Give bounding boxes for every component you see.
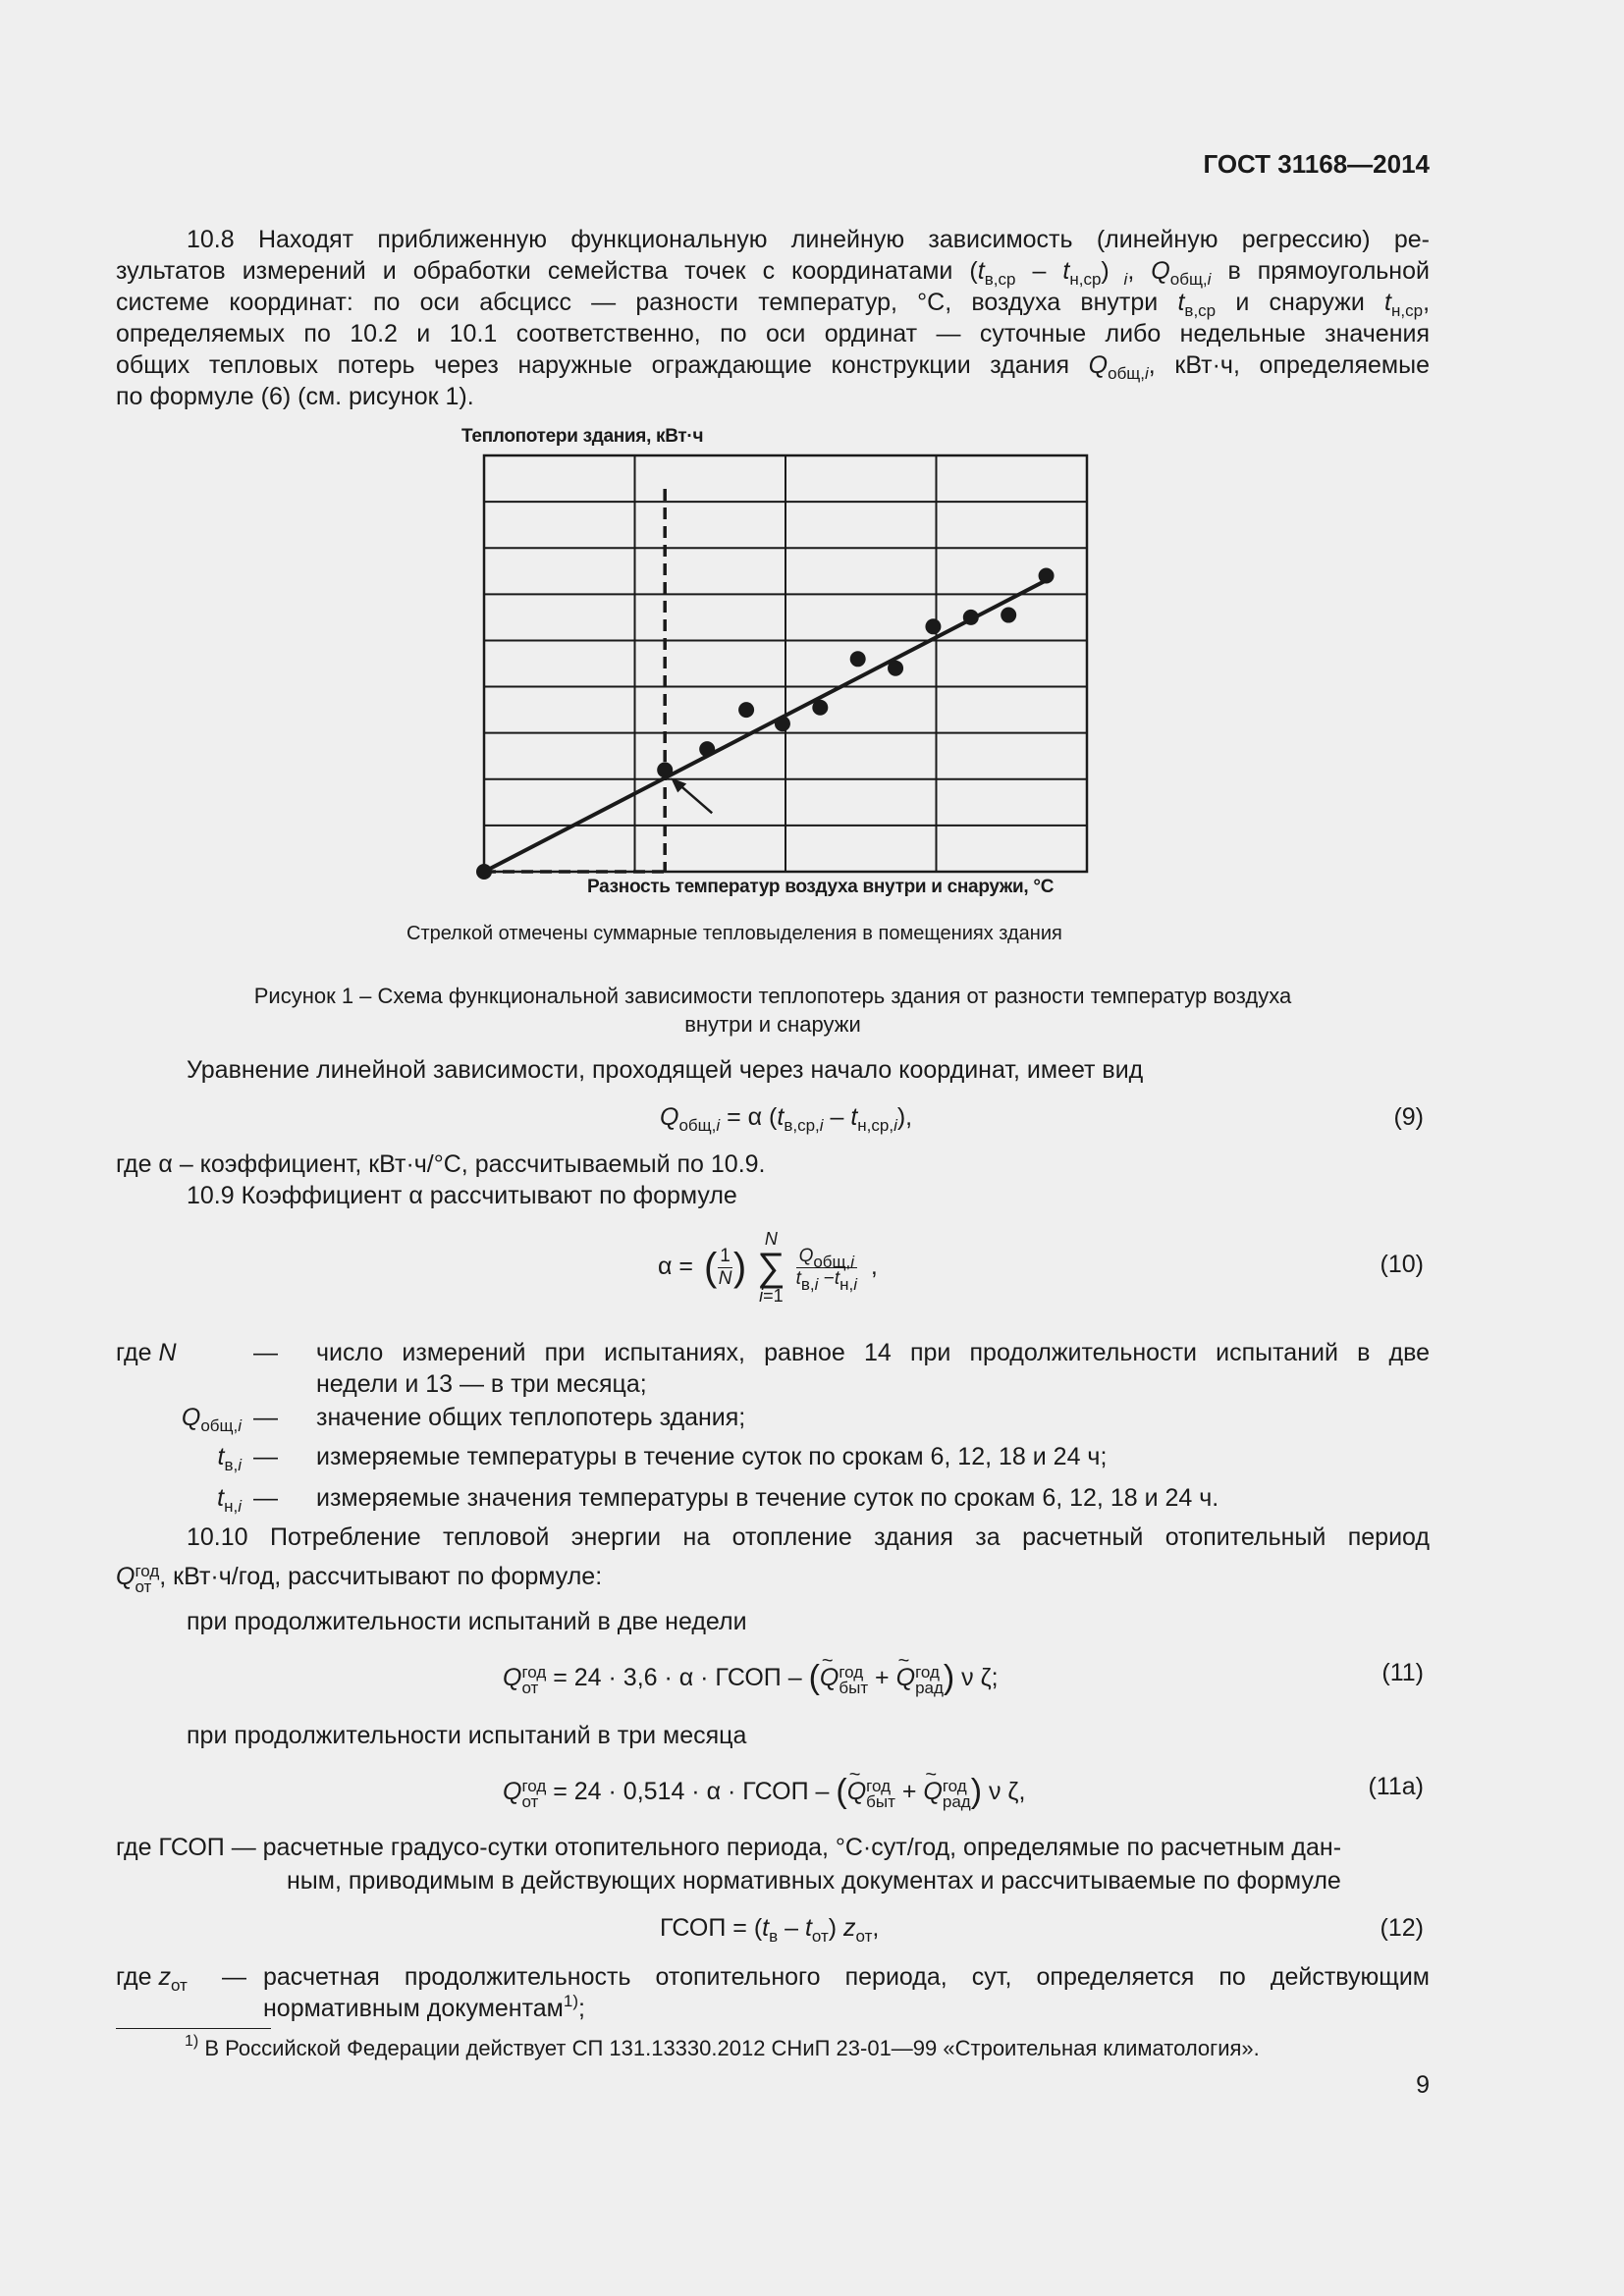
data-point: [812, 700, 828, 716]
regression-line: [484, 580, 1047, 872]
regression-chart: [471, 447, 1100, 898]
def-term-N: где N: [116, 1339, 177, 1366]
figure-note: Стрелкой отмечены суммарные тепловыделения в помещениях здания: [406, 923, 1062, 944]
standard-header: ГОСТ 31168—2014: [1203, 149, 1430, 179]
para-line: по формуле (6) (см. рисунок 1).: [116, 383, 474, 410]
equation-11: Qгод от = 24 · 3,6 · α · ГСОП – (~ Qгод быт + ~ Qгод рад) ν ζ;: [503, 1659, 999, 1697]
para-line: зультатов измерений и обработки семейства точек с координатами $(t_{в,ср} - t_{н,ср})$ $_i$, $Q_{общ,i}$ в прямоугольной: [116, 257, 1430, 289]
eq9-after: где α – коэффициент, кВт·ч/°С, рассчитываемый по 10.9.: [116, 1150, 766, 1178]
footnote-rule: [116, 2028, 271, 2029]
def-dash: —: [222, 1963, 246, 1991]
data-point: [963, 610, 979, 625]
origin-point: [476, 864, 492, 880]
eq12-number: (12): [1380, 1914, 1424, 1942]
def-desc: число измерений при испытаниях, равное 14 при продолжительности испытаний в две недели и 13 — в три месяца;: [316, 1339, 1430, 1398]
def-dash: —: [253, 1484, 278, 1512]
gsop-def-l2: ным, приводимым в действующих нормативных документах и рассчитываемые по формуле: [287, 1867, 1341, 1895]
equation-11a: Qгод от = 24 · 0,514 · α · ГСОП – (~ Qгод быт + ~ Qгод рад) ν ζ,: [503, 1773, 1025, 1811]
data-point: [738, 702, 754, 718]
data-point: [657, 762, 673, 777]
def-term-tn: $t_{н,i}$: [217, 1484, 242, 1516]
def-desc: значение общих теплопотерь здания;: [316, 1404, 746, 1431]
eq9-number: (9): [1393, 1103, 1424, 1131]
chart-grid: [484, 455, 1087, 872]
case1-text: при продолжительности испытаний в две недели: [187, 1608, 747, 1635]
chart-y-label: Теплопотери здания, кВт·ч: [461, 426, 704, 447]
data-point: [1039, 567, 1055, 583]
eq11a-number: (11а): [1368, 1773, 1424, 1800]
section-10-10: 10.10 Потребление тепловой энергии на отопление здания за расчетный отопительный период Qгод от , кВт·ч/год, рассчитывают по формуле:: [116, 1523, 1430, 1596]
data-point: [699, 741, 715, 757]
eq11-number: (11): [1381, 1659, 1424, 1686]
data-point: [925, 618, 941, 634]
eq9-intro: Уравнение линейной зависимости, проходящей через начало координат, имеет вид: [187, 1056, 1144, 1084]
data-point: [888, 661, 903, 676]
zot-def: расчетная продолжительность отопительного периода, сут, определяется по действующим нормативным документам$^{1)}$;: [263, 1963, 1430, 2022]
equation-9: $Q_{общ,i} = \alpha$ $(t_{в,ср,i} - t_{н,ср,i})$,: [660, 1103, 913, 1135]
para-line: определяемых по 10.2 и 10.1 соответственно, по оси ординат — суточные либо недельные значения: [116, 320, 1430, 347]
chart-lines: [484, 489, 1047, 872]
caption-line: внутри и снаружи: [684, 1012, 861, 1037]
def-dash: —: [253, 1404, 278, 1431]
equation-10: α = ( $\frac{1}{N}$ ) N ∑ i=1 $\frac{Q_{общ,i}}{t_{в,i} -t_{н,i}}$ ,: [658, 1229, 878, 1307]
def-dash: —: [253, 1443, 278, 1470]
data-point: [1001, 608, 1016, 623]
para-line: 10.8 Находят приближенную функциональную линейную зависимость (линейную регрессию) ре-: [187, 226, 1430, 253]
para-line: системе координат: по оси абсцисс — разности температур, °С, воздуха внутри $t_{в,ср}$ и снаружи $t_{н,ср}$,: [116, 289, 1431, 320]
chart-x-label: Разность температур воздуха внутри и снаружи, °С: [587, 877, 1055, 897]
def-term-tv: $t_{в,i}$: [217, 1443, 242, 1474]
def-term-Q: $Q_{общ,i}$: [181, 1404, 242, 1435]
footnote: $^{1)}$ В Российской Федерации действует СП 131.13330.2012 СНиП 23-01—99 «Строительная климатология».: [185, 2033, 1260, 2060]
def-dash: —: [253, 1339, 278, 1366]
gsop-def-l1: где ГСОП — расчетные градусо-сутки отопительного периода, °С·сут/год, определямые по расчетным дан-: [116, 1834, 1342, 1861]
page-number: 9: [1416, 2071, 1430, 2099]
caption-line: Рисунок 1 – Схема функциональной зависимости теплопотерь здания от разности температур воздуха: [253, 984, 1292, 1008]
section-10-8: [116, 224, 1430, 412]
data-point: [850, 651, 866, 667]
eq10-number: (10): [1380, 1251, 1424, 1278]
para-line: общих тепловых потерь через наружные ограждающие конструкции здания $Q_{общ,i}$, кВт·ч, определяемые: [116, 351, 1430, 383]
def-desc: измеряемые температуры в течение суток по срокам 6, 12, 18 и 24 ч;: [316, 1443, 1108, 1470]
def-desc: измеряемые значения температуры в течение суток по срокам 6, 12, 18 и 24 ч.: [316, 1484, 1219, 1512]
case2-text: при продолжительности испытаний в три месяца: [187, 1722, 747, 1749]
data-point: [775, 716, 790, 731]
def-term-zot: где $z_{от}$: [116, 1963, 188, 1995]
equation-12: ГСОП = $(t_в - t_{от})$ $z_{от}$,: [660, 1914, 880, 1946]
eq10-intro: 10.9 Коэффициент α рассчитывают по формуле: [187, 1182, 737, 1209]
figure-caption: [116, 982, 1430, 1039]
